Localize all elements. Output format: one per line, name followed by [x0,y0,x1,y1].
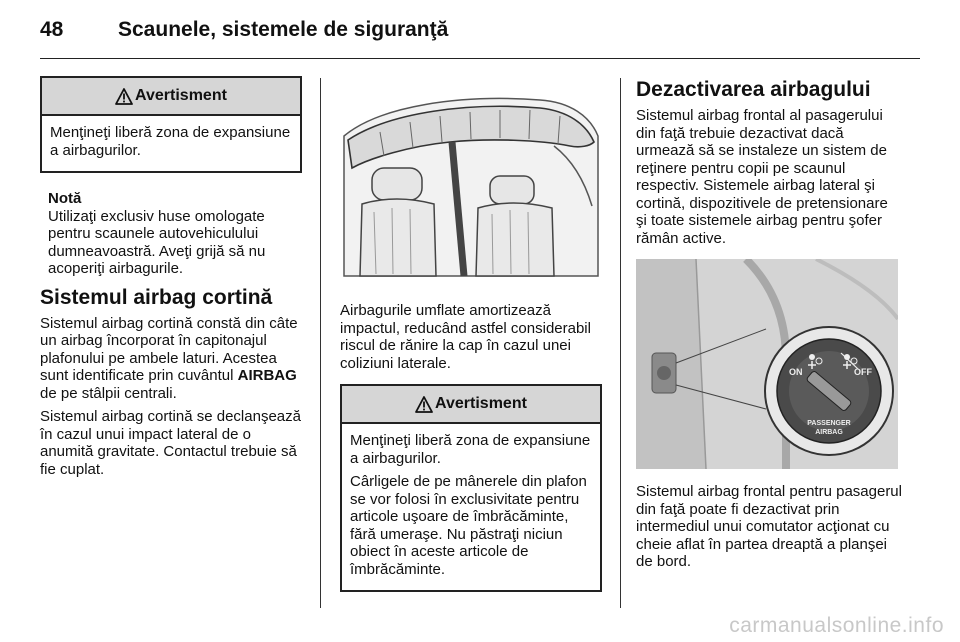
airbag-switch-illustration [636,259,898,469]
warning-body [42,116,300,171]
warning-text-2b: Cârligele de pe mânerele din plafon se vor folosi în exclusivitate pentru articole uşoare de îmbrăcăminte, fără umeraşe. Nu păstraţi niciun obiect în aceste articole de îmbrăcăminte. [350,473,587,578]
column-1 [40,76,302,484]
warning-triangle-icon [115,88,133,105]
page-header [40,18,920,52]
note-block [40,190,302,278]
paragraph-deactivation: Sistemul airbag frontal al pasagerului din faţă trebuie dezactivat dacă urmează să se instaleze un sistem de reţinere pentru copii pe scaunul respectiv. Sistemele airbag lateral şi cortină, dispozitivele de pretensionare şi toate sistemele airbag pentru şofer rămân active. [636,107,888,247]
airbag-switch-caption: Sistemul airbag frontal pentru pasagerul din faţă poate fi dezactivat prin intermediul unui comutator acţionat cu cheie aflat în partea dreaptă a planşei de bord. [636,483,902,570]
column-divider-1 [320,78,321,608]
warning-label: Avertisment [135,87,227,105]
warning-body-2 [342,424,600,590]
page-title: Scaunele, sistemele de siguranţă [118,18,449,41]
watermark: carmanualsonline.info [729,614,944,637]
switch-on-label: ON [789,367,803,377]
switch-label-line1: PASSENGER [807,420,851,427]
paragraph-curtain-1 [40,315,302,403]
column-3 [636,76,902,577]
warning-text: Menţineţi liberă zona de expansiune a airbagurilor. [50,124,291,159]
warning-box-2 [340,384,602,592]
note-title: Notă [48,190,82,207]
curtain-airbag-caption: Airbagurile umflate amortizează impactul, reducând astfel considerabil riscul de rănire la cap în cazul unei coliziuni laterale. [340,302,591,372]
paragraph-curtain-2: Sistemul airbag cortină se declanşează în cazul unui impact lateral de o anumită gravitate. Contactul trebuie să fie cuplat. [40,408,301,478]
paragraph-curtain-1-end: de pe stâlpii centrali. [40,384,177,402]
airbag-keyword: AIRBAG [237,367,297,384]
warning-label-2: Avertisment [435,395,527,413]
switch-label-line2: AIRBAG [815,429,843,436]
section-title-airbag-deactivation: Dezactivarea airbagului [636,78,871,101]
header-rule [40,58,920,59]
warning-text-2a: Menţineţi liberă zona de expansiune a airbagurilor. [350,432,591,467]
curtain-airbag-illustration [340,76,602,286]
paragraph-curtain-1-start: Sistemul airbag cortină constă din câte un airbag încorporat în capitonajul plafonului pe ambele laturi. Acestea sunt identificate prin cuvântul [40,314,298,384]
note-text: Utilizaţi exclusiv huse omologate pentru scaunele autovehiculului dumneavoastră. Aveţi grijă să nu acoperiţi airbagurile. [48,207,266,277]
warning-box-1 [40,76,302,173]
column-2 [340,76,602,592]
section-title-curtain-airbag: Sistemul airbag cortină [40,285,273,309]
warning-header-2 [342,386,600,424]
column-divider-2 [620,78,621,608]
warning-header [42,78,300,116]
switch-off-label: OFF [854,367,872,377]
warning-triangle-icon [415,396,433,413]
page-number: 48 [40,18,64,41]
